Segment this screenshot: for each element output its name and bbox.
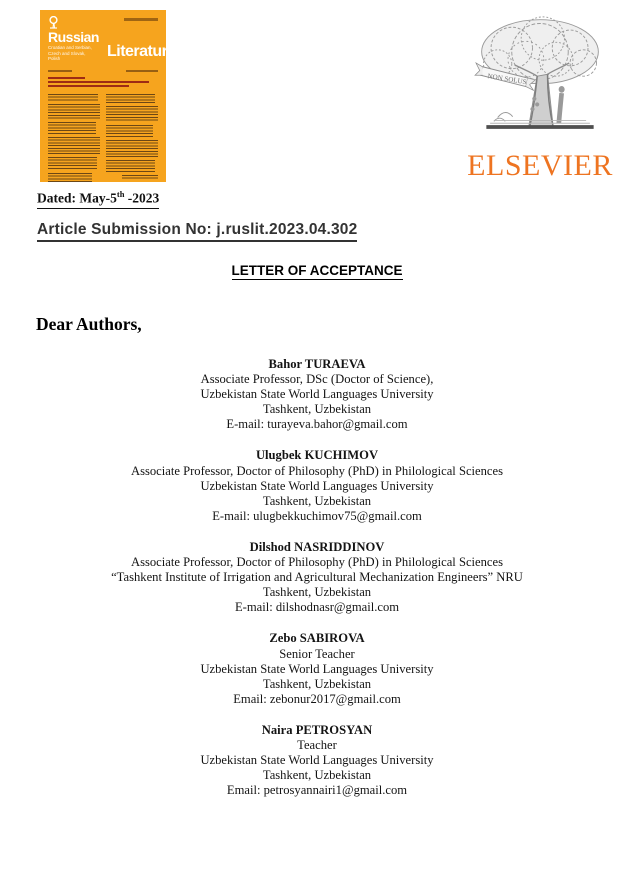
author-title-line: Teacher bbox=[297, 737, 337, 752]
author-city-line: Tashkent, Uzbekistan bbox=[262, 402, 372, 417]
author-block bbox=[0, 723, 634, 798]
author-email-line: E-mail: turayeva.bahor@gmail.com bbox=[226, 417, 408, 432]
dated-ordinal-suffix: th bbox=[116, 189, 125, 199]
cover-title-word2: Literature bbox=[106, 43, 176, 60]
cover-toc-column-left bbox=[48, 94, 100, 185]
author-block bbox=[0, 357, 634, 432]
cover-title-word1: Russian bbox=[48, 29, 99, 45]
author-name: Naira PETROSYAN bbox=[261, 722, 373, 737]
author-name: Ulugbek KUCHIMOV bbox=[255, 448, 379, 463]
author-affiliation-line: Uzbekistan State World Languages University bbox=[200, 661, 434, 676]
author-block bbox=[0, 631, 634, 706]
author-city-line: Tashkent, Uzbekistan bbox=[262, 768, 372, 783]
authors-list bbox=[0, 357, 634, 814]
letter-title-text: LETTER OF ACCEPTANCE bbox=[231, 263, 403, 278]
cover-elsevier-mark-icon bbox=[48, 16, 59, 29]
author-email-line: E-mail: dilshodnasr@gmail.com bbox=[234, 600, 400, 615]
author-title-line: Associate Professor, Doctor of Philosophy (PhD) in Philological Sciences bbox=[130, 463, 503, 478]
author-email-line: E-mail: ulugbekkuchimov75@gmail.com bbox=[212, 508, 422, 523]
author-name: Dilshod NASRIDDINOV bbox=[249, 539, 385, 554]
submission-number-text: Article Submission No: j.ruslit.2023.04.302 bbox=[37, 221, 357, 242]
cover-subtitle-line: Croatian and Serbian, bbox=[48, 45, 92, 50]
cover-table-of-contents bbox=[48, 94, 158, 185]
cover-toc-column-right bbox=[106, 94, 158, 185]
dated-year: -2023 bbox=[124, 190, 160, 206]
author-affiliation-line: Uzbekistan State World Languages University bbox=[200, 478, 434, 493]
author-title-line: Associate Professor, Doctor of Philosophy (PhD) in Philological Sciences bbox=[130, 555, 503, 570]
cover-volume-row bbox=[48, 70, 158, 72]
elsevier-tree-icon bbox=[460, 12, 620, 146]
cover-volume-number bbox=[48, 70, 72, 72]
author-city-line: Tashkent, Uzbekistan bbox=[262, 585, 372, 600]
cover-header bbox=[48, 16, 158, 29]
cover-issn-text bbox=[124, 18, 158, 21]
author-city-line: Tashkent, Uzbekistan bbox=[262, 676, 372, 691]
author-name: Zebo SABIROVA bbox=[269, 631, 365, 646]
cover-subtitle-line: Czech and Slovak, bbox=[48, 50, 86, 56]
dated-line bbox=[37, 189, 159, 209]
author-affiliation-line: Uzbekistan State World Languages University bbox=[200, 753, 434, 768]
author-city-line: Tashkent, Uzbekistan bbox=[262, 493, 372, 508]
author-block bbox=[0, 448, 634, 523]
letter-title bbox=[0, 262, 634, 280]
author-name: Bahor TURAEVA bbox=[268, 357, 366, 371]
cover-special-issue-title-line bbox=[48, 81, 149, 83]
elsevier-wordmark: ELSEVIER bbox=[467, 149, 613, 182]
author-block bbox=[0, 540, 634, 615]
cover-special-issue-label bbox=[48, 77, 85, 79]
cover-issue-date bbox=[126, 70, 158, 72]
author-title-line: Associate Professor, DSc (Doctor of Science), bbox=[200, 372, 434, 387]
non-solus-banner-text: NON SOLUS bbox=[486, 72, 528, 87]
dated-prefix: Dated: May-5 bbox=[37, 190, 117, 206]
cover-special-issue-block bbox=[48, 77, 158, 89]
cover-special-issue-editors-line bbox=[48, 85, 129, 87]
submission-number-line bbox=[37, 221, 357, 242]
author-email-line: Email: zebonur2017@gmail.com bbox=[233, 691, 401, 706]
author-affiliation-line: Uzbekistan State World Languages University bbox=[200, 387, 434, 402]
elsevier-logo bbox=[455, 12, 625, 181]
author-title-line: Senior Teacher bbox=[279, 646, 355, 661]
author-email-line: Email: petrosyannairi1@gmail.com bbox=[226, 783, 408, 798]
cover-subtitle-line: Polish bbox=[48, 56, 61, 62]
author-affiliation-line: “Tashkent Institute of Irrigation and Agricultural Mechanization Engineers” NRU bbox=[111, 570, 523, 585]
journal-cover bbox=[40, 10, 176, 182]
cover-title bbox=[48, 29, 176, 65]
salutation: Dear Authors, bbox=[36, 314, 142, 334]
